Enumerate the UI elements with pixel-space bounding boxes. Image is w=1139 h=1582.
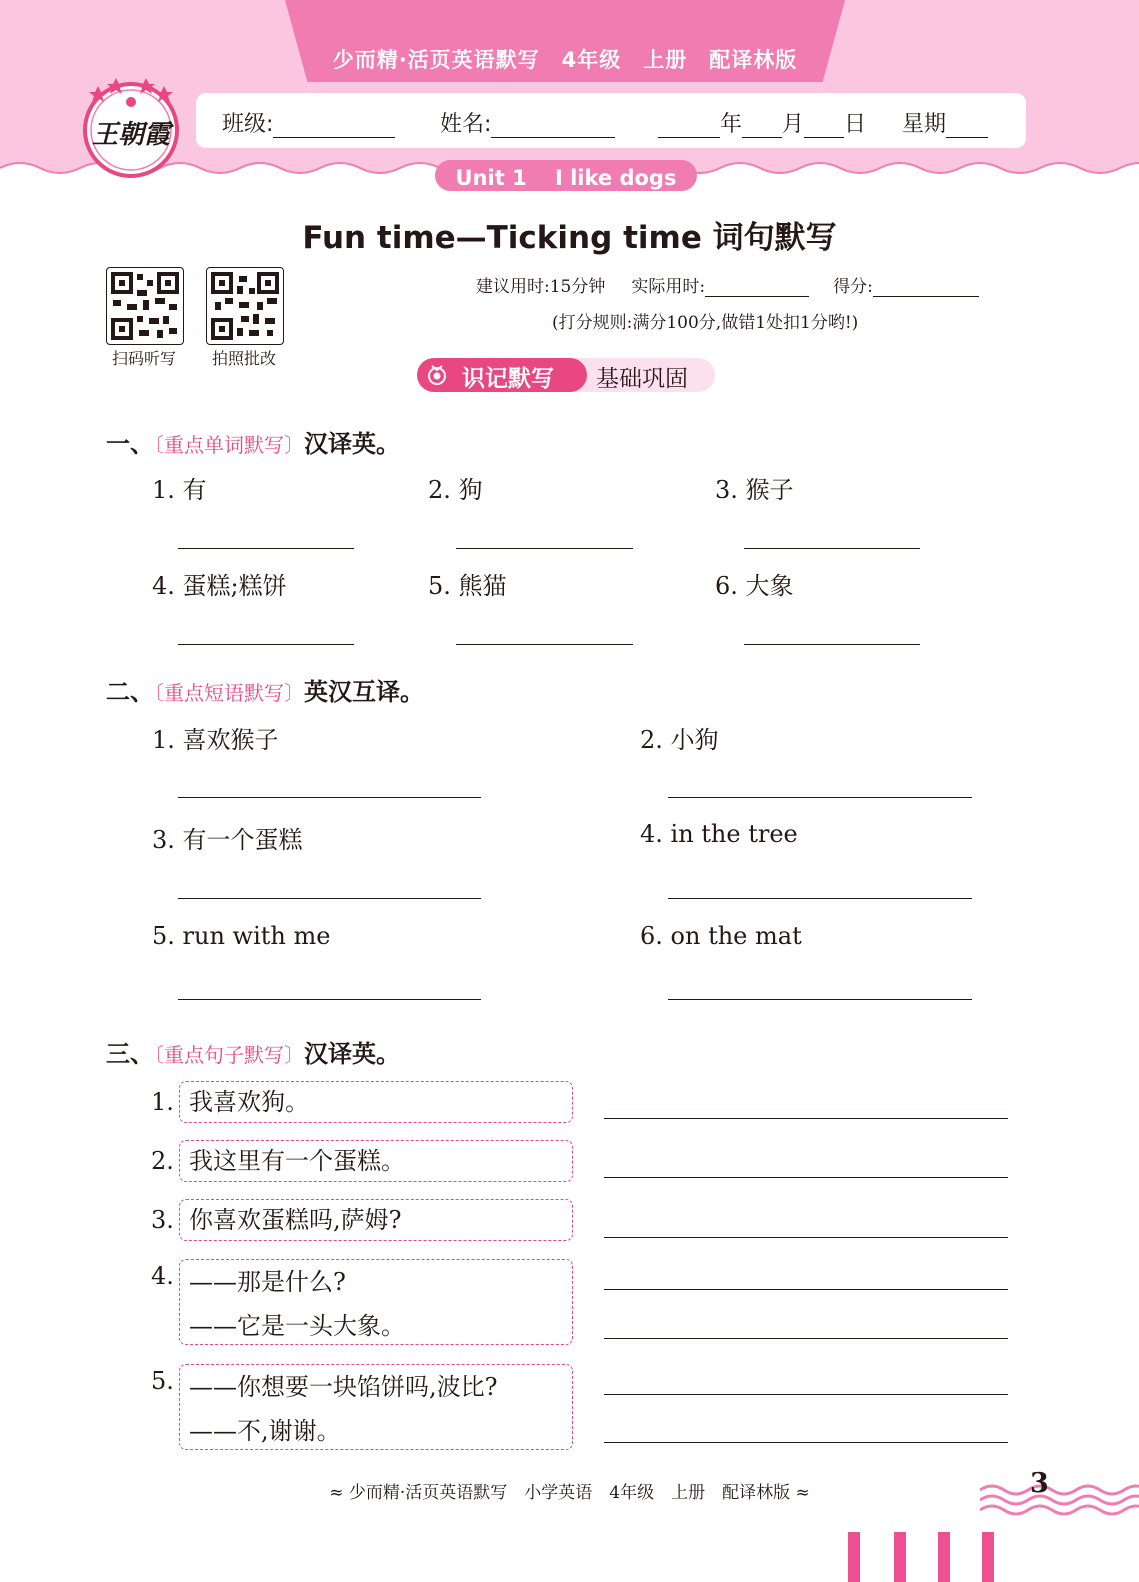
- s1-answer-4[interactable]: [178, 644, 354, 645]
- class-field: [222, 107, 395, 138]
- series-title: 少而精·活页英语默写 4年级 上册 配译林版: [332, 48, 798, 72]
- s3-answer-3[interactable]: [604, 1237, 1008, 1238]
- footer-wave-decoration: [980, 1468, 1139, 1518]
- year-blank[interactable]: [658, 115, 720, 138]
- s1-answer-1[interactable]: [178, 548, 354, 549]
- s1-answer-5[interactable]: [456, 644, 633, 645]
- name-label: 姓名:: [440, 112, 492, 137]
- s3-num-2: 2.: [151, 1147, 174, 1175]
- s2-answer-1[interactable]: [178, 797, 481, 798]
- section-1-heading: 一、〔重点单词默写〕汉译英。: [106, 429, 400, 458]
- scoring-rule: (打分规则:满分100分,做错1处扣1分哟!): [552, 313, 859, 333]
- s2-item-4: 4. in the tree: [640, 820, 798, 848]
- s3-dialogue-4-q: ——那是什么?: [189, 1268, 346, 1296]
- medal-icon: [426, 364, 448, 386]
- footer-bar-1: [848, 1532, 860, 1582]
- weekday-blank[interactable]: [946, 115, 988, 138]
- s2-item-1: 1. 喜欢猴子: [152, 726, 279, 754]
- s1-item-1: 1. 有: [152, 476, 207, 504]
- badge-main-label: 识记默写: [462, 366, 554, 392]
- footer-bar-3: [938, 1532, 950, 1582]
- s3-num-4: 4.: [151, 1262, 174, 1290]
- s3-answer-5a[interactable]: [604, 1394, 1008, 1395]
- s1-item-5: 5. 熊猫: [428, 572, 507, 600]
- s2-answer-4[interactable]: [668, 898, 972, 899]
- class-blank[interactable]: [273, 115, 395, 138]
- month-label: 月: [782, 112, 805, 137]
- name-blank[interactable]: [491, 115, 615, 138]
- s3-dialogue-5-q: ——你想要一块馅饼吗,波比?: [189, 1373, 498, 1401]
- s3-num-3: 3.: [151, 1206, 174, 1234]
- qr-listen-label: 扫码听写: [111, 349, 176, 368]
- s2-answer-2[interactable]: [668, 797, 972, 798]
- section-3-heading: 三、〔重点句子默写〕汉译英。: [106, 1039, 400, 1068]
- date-field: [658, 107, 988, 138]
- footer-text: ≈ 少而精·活页英语默写 小学英语 4年级 上册 配译林版 ≈: [329, 1483, 810, 1503]
- s1-item-6: 6. 大象: [715, 572, 794, 600]
- s1-item-2: 2. 狗: [428, 476, 483, 504]
- qr-code-listen-icon[interactable]: [106, 267, 184, 345]
- s1-item-3: 3. 猴子: [715, 476, 794, 504]
- s3-answer-4a[interactable]: [604, 1289, 1008, 1290]
- s3-answer-4b[interactable]: [604, 1338, 1008, 1339]
- qr-code-correct-icon[interactable]: [206, 267, 284, 345]
- s1-answer-2[interactable]: [456, 548, 633, 549]
- s2-item-6: 6. on the mat: [640, 922, 802, 950]
- time-score-row: [476, 272, 979, 297]
- footer-bar-2: [894, 1532, 906, 1582]
- page-number: 3: [1030, 1468, 1049, 1499]
- month-blank[interactable]: [742, 115, 782, 138]
- s1-item-4: 4. 蛋糕;糕饼: [152, 572, 287, 600]
- actual-time-blank[interactable]: [705, 278, 809, 297]
- day-label: 日: [844, 112, 867, 137]
- s2-item-3: 3. 有一个蛋糕: [152, 826, 303, 854]
- s3-answer-2[interactable]: [604, 1177, 1008, 1178]
- s1-answer-3[interactable]: [744, 548, 920, 549]
- s3-num-5: 5.: [151, 1367, 174, 1395]
- section-3-tag: 〔重点句子默写〕: [154, 1043, 304, 1067]
- s3-sentence-3: 你喜欢蛋糕吗,萨姆?: [179, 1199, 573, 1241]
- s3-answer-5b[interactable]: [604, 1442, 1008, 1443]
- s3-dialogue-4-a: ——它是一头大象。: [189, 1312, 405, 1340]
- badge-sub-label: 基础巩固: [596, 366, 688, 392]
- unit-title: Unit 1 I like dogs: [455, 166, 677, 190]
- name-field: [440, 107, 615, 138]
- s1-answer-6[interactable]: [744, 644, 920, 645]
- s3-dialogue-5: [179, 1364, 573, 1450]
- section-2-tag: 〔重点短语默写〕: [154, 681, 304, 705]
- s2-item-5: 5. run with me: [152, 922, 331, 950]
- suggested-time: 建议用时:15分钟: [476, 277, 606, 297]
- year-label: 年: [720, 112, 743, 137]
- page-title: Fun time—Ticking time 词句默写: [302, 220, 837, 256]
- section-1-tag: 〔重点单词默写〕: [154, 433, 304, 457]
- footer-bar-4: [982, 1532, 994, 1582]
- s3-dialogue-4: [179, 1259, 573, 1345]
- s3-dialogue-5-a: ——不,谢谢。: [189, 1417, 341, 1445]
- s2-answer-3[interactable]: [178, 898, 481, 899]
- s2-answer-5[interactable]: [178, 999, 481, 1000]
- qr-correct-label: 拍照批改: [211, 349, 276, 368]
- s3-num-1: 1.: [151, 1088, 174, 1116]
- s2-item-2: 2. 小狗: [640, 726, 719, 754]
- weekday-label: 星期: [902, 112, 947, 137]
- s3-sentence-1: 我喜欢狗。: [179, 1081, 573, 1123]
- s2-answer-6[interactable]: [668, 999, 972, 1000]
- day-blank[interactable]: [804, 115, 844, 138]
- score-label: 得分:: [833, 277, 873, 297]
- score-blank[interactable]: [873, 278, 979, 297]
- logo-text: 王朝霞: [91, 120, 170, 150]
- s3-answer-1[interactable]: [604, 1118, 1008, 1119]
- actual-time-label: 实际用时:: [631, 277, 706, 297]
- s3-sentence-2: 我这里有一个蛋糕。: [179, 1140, 573, 1182]
- class-label: 班级:: [222, 112, 274, 137]
- section-2-heading: 二、〔重点短语默写〕英汉互译。: [106, 677, 424, 706]
